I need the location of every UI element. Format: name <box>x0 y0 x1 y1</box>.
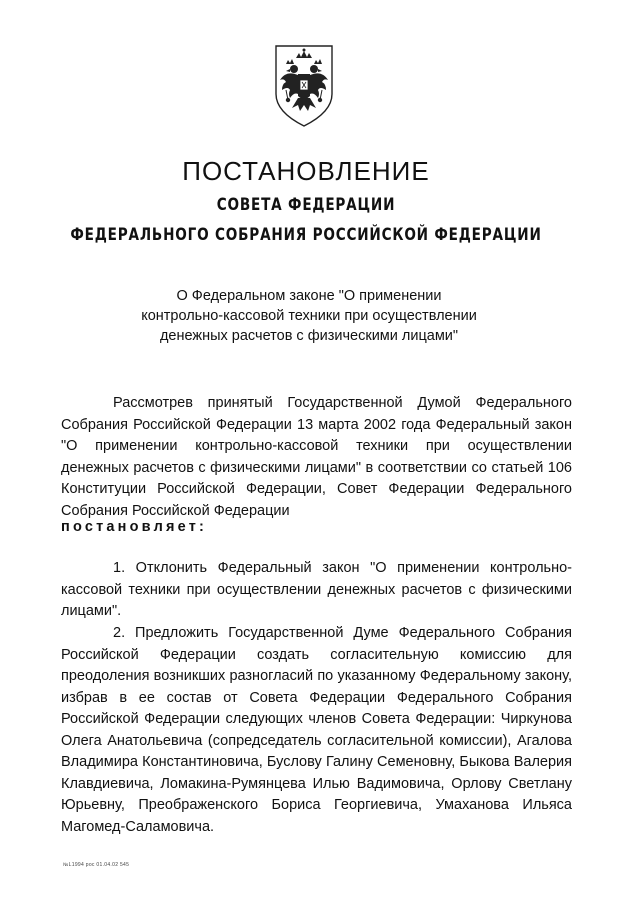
document-title: ПОСТАНОВЛЕНИЕ <box>182 156 430 186</box>
issuer-line-2: ФЕДЕРАЛЬНОГО СОБРАНИЯ РОССИЙСКОЙ ФЕДЕРАЦИИ <box>70 225 542 245</box>
law-title-line: контрольно-кассовой техники при осуществлении <box>141 308 477 324</box>
decision-item-2: 2. Предложить Государственной Думе Федерального Собрания Российской Федерации создать согласительную комиссию для преодоления возникших разногласий по указанному Федеральному закону, избрав в ее состав от Совета Федерации Федерального Собрания Российской Федерации следующих членов Совета Федерации: Чиркунова Олега Анатольевича (сопредседатель согласительной комиссии), Агалова Владимира Константиновича, Буслову Галину Семеновну, Быкова Валерия Клавдиевича, Ломакина-Румянцева Илью Вадимовича, Орлову Светлану Юрьевну, Преображенского Бориса Георгиевича, Умаханова Ильяса Магомед-Саламовича. <box>61 625 572 835</box>
issuer-line-1: СОВЕТА ФЕДЕРАЦИИ <box>216 195 396 215</box>
law-title-line: денежных расчетов с физическими лицами" <box>159 328 459 344</box>
decree-word: постановляет: <box>61 519 208 535</box>
decision-item-1: 1. Отклонить Федеральный закон "О применении контрольно-кассовой техники при осуществлении денежных расчетов с физическими лицами". <box>61 560 572 619</box>
preamble-paragraph: Рассмотрев принятый Государственной Думой Федерального Собрания Российской Федерации 13 марта 2002 года Федеральный закон "О применении контрольно-кассовой техники при осуществлении денежных расчетов с физическими лицами" в соответствии со статьей 106 Конституции Российской Федерации, Совет Федерации Федерального Собрания Российской Федерации <box>61 395 572 519</box>
law-title <box>0 286 618 346</box>
footer-code: №L1994 рос 01.04.02 545 <box>63 862 130 868</box>
law-title-line: О Федеральном законе "О применении <box>176 288 442 304</box>
coat-of-arms-icon <box>272 42 336 128</box>
